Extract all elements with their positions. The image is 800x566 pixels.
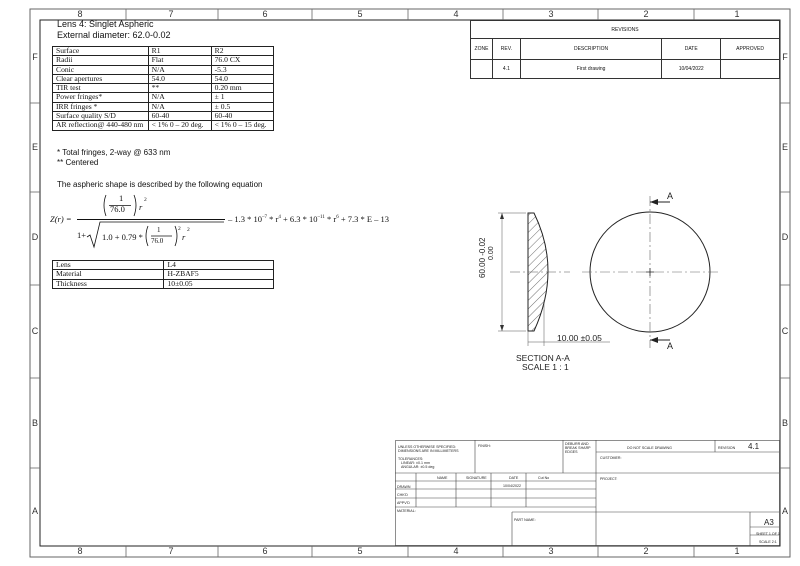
tb-part-name: PART NAME: (514, 518, 536, 522)
spec-cell: Surface quality S/D (53, 112, 149, 121)
spec-cell: 60-40 (211, 112, 273, 121)
spec-cell: AR reflection@ 440-480 nm (53, 121, 149, 130)
zone-left-D: D (31, 232, 39, 242)
tail-term-3: + 7.3 * E – 13 (338, 214, 390, 224)
material-cell: H-ZBAF5 (164, 270, 274, 279)
note-centered: ** Centered (57, 158, 99, 167)
tail-p6: 6 (336, 215, 339, 221)
spec-row (53, 56, 274, 65)
zone-top-3: 3 (548, 9, 554, 19)
material-cell: Material (53, 270, 164, 279)
den-paren-power: 2 (178, 226, 181, 232)
material-cell: Lens (53, 261, 164, 270)
spec-cell: 60-40 (148, 112, 211, 121)
num-one: 1 (119, 193, 124, 203)
spec-cell: 0.20 mm (211, 84, 273, 93)
spec-cell: 54.0 (211, 74, 273, 83)
tb-tolerances: TOLERANCES: (398, 457, 424, 461)
spec-cell: < 1% 0 – 15 deg. (211, 121, 273, 130)
zone-right-A: A (781, 506, 788, 516)
tail-term-1: – 1.3 * 10 (228, 214, 262, 224)
zone-left-F: F (32, 52, 38, 62)
external-diameter: External diameter: 62.0-0.02 (57, 30, 171, 40)
spec-cell: ± 0.5 (211, 102, 273, 111)
num-power: 2 (144, 197, 147, 203)
spec-cell: 54.0 (148, 74, 211, 83)
spec-row (53, 121, 274, 130)
revisions-row (471, 59, 780, 78)
diameter-tolerance-upper: 0.00 (488, 246, 495, 260)
rev-header-rev: REV. (492, 39, 520, 59)
zone-right-D: D (781, 232, 789, 242)
spec-cell: 76.0 CX (211, 56, 273, 65)
tb-do-not-scale: DO NOT SCALE DRAWING (627, 446, 672, 450)
tail-r6: * r (324, 214, 337, 224)
tb-deburr: DEBURR AND (565, 442, 589, 446)
tail-term-2: + 6.3 * 10 (280, 214, 318, 224)
lens-drawing (470, 180, 780, 380)
equation-lhs: Z(r) = (50, 214, 72, 224)
den-one: 1 (157, 226, 161, 234)
spec-cell: Clear apertures (53, 74, 149, 83)
tb-angular: ANGULAR: ±0.5 deg (401, 465, 435, 469)
material-row (53, 279, 274, 288)
spec-header-cell: R1 (148, 47, 211, 56)
rev-cell-zone (471, 59, 493, 78)
spec-cell: Radii (53, 56, 149, 65)
tb-project: PROJECT: (600, 477, 618, 481)
spec-cell: N/A (148, 93, 211, 102)
tb-edges: EDGES (565, 450, 578, 454)
tb-cut-no: Cut No (538, 476, 550, 480)
zone-bottom-3: 3 (548, 546, 554, 556)
tb-chkd: CHK'D (397, 493, 408, 497)
zone-top-6: 6 (262, 9, 268, 19)
spec-cell: -5.3 (211, 65, 273, 74)
note-total-fringes: * Total fringes, 2-way @ 633 nm (57, 148, 171, 157)
tb-appvd: APPV'D (397, 501, 410, 505)
zone-bottom-2: 2 (643, 546, 649, 556)
spec-cell: Conic (53, 65, 149, 74)
cut-label-top: A (667, 191, 674, 201)
zone-top-2: 2 (643, 9, 649, 19)
zone-top-5: 5 (357, 9, 363, 19)
tb-drawn: DRAWN (397, 485, 411, 489)
tb-drawn-date: 10/04/2022 (503, 484, 521, 488)
tb-date: DATE (509, 476, 519, 480)
num-r: r (139, 202, 143, 212)
cut-label-bottom: A (667, 341, 674, 351)
tb-revision-label: REVISION (718, 446, 736, 450)
zone-top-4: 4 (453, 9, 459, 19)
den-lead: 1+ (77, 230, 87, 240)
zone-left-E: E (31, 142, 38, 152)
zone-bottom-7: 7 (168, 546, 174, 556)
tb-linear: LINEAR: ±0.1 mm (401, 461, 430, 465)
scale-label: SCALE 1 : 1 (522, 362, 569, 372)
zone-bottom-4: 4 (453, 546, 459, 556)
rev-cell-date: 10/04/2022 (662, 59, 721, 78)
spec-row (53, 65, 274, 74)
tb-signature: SIGNATURE (466, 476, 487, 480)
rev-header-zone: ZONE (471, 39, 493, 59)
spec-cell: ** (148, 84, 211, 93)
tb-size: A3 (764, 518, 774, 527)
den-r: r (182, 232, 186, 242)
spec-cell: N/A (148, 65, 211, 74)
tb-customer: CUSTOMER: (600, 456, 622, 460)
lens-title: Lens 4: Singlet Aspheric (57, 19, 154, 29)
spec-cell: < 1% 0 – 20 deg. (148, 121, 211, 130)
revisions-title-row (471, 21, 780, 39)
zone-left-B: B (31, 418, 38, 428)
zone-top-8: 8 (77, 9, 83, 19)
material-cell: L4 (164, 261, 274, 270)
spec-header-row (53, 47, 274, 56)
spec-cell: TIR test (53, 84, 149, 93)
tb-unless: UNLESS OTHERWISE SPECIFIED: (398, 445, 457, 449)
tail-r4: * r (267, 214, 279, 224)
tail-p4: 4 (278, 215, 281, 221)
spec-cell: ± 1 (211, 93, 273, 102)
zone-bottom-1: 1 (734, 546, 740, 556)
tb-material: MATERIAL: (397, 509, 416, 513)
title-block-lines (395, 440, 780, 546)
rev-cell-rev: 4.1 (492, 59, 520, 78)
diameter-dimension: 60.00 -0.02 (478, 237, 487, 278)
spec-cell: IRR fringes * (53, 102, 149, 111)
spec-cell: Power fringes* (53, 93, 149, 102)
material-row (53, 261, 274, 270)
zone-bottom-6: 6 (262, 546, 268, 556)
zone-left-A: A (31, 506, 38, 516)
equation-tail (228, 214, 389, 224)
material-row (53, 270, 274, 279)
zone-top-1: 1 (734, 9, 740, 19)
material-table (52, 260, 274, 289)
zone-right-E: E (781, 142, 788, 152)
revisions-title: REVISIONS (471, 21, 780, 39)
thickness-dimension: 10.00 ±0.05 (557, 333, 602, 343)
spec-header-cell: R2 (211, 47, 273, 56)
section-label: SECTION A-A (516, 353, 570, 363)
zone-bottom-8: 8 (77, 546, 83, 556)
tb-scale: SCALE 2:1 (759, 540, 777, 544)
zone-right-B: B (781, 418, 788, 428)
den-inner: 1.0 + 0.79 * (102, 232, 143, 242)
den-r-power: 2 (187, 227, 190, 233)
rev-header-description: DESCRIPTION (520, 39, 661, 59)
zone-right-F: F (782, 52, 788, 62)
den-radius: 76.0 (151, 237, 164, 245)
zone-right-C: C (781, 326, 789, 336)
front-view (582, 196, 718, 348)
tail-exp-2: –11 (317, 215, 325, 221)
spec-row (53, 93, 274, 102)
rev-header-date: DATE (662, 39, 721, 59)
material-cell: 10±0.05 (164, 279, 274, 288)
rev-cell-description: First drawing (520, 59, 661, 78)
tb-revision-value: 4.1 (748, 442, 760, 451)
zone-top-7: 7 (168, 9, 174, 19)
spec-table (52, 46, 274, 131)
tb-sheet: SHEET 1 OF 1 (756, 532, 780, 536)
num-radius: 76.0 (110, 204, 125, 214)
material-cell: Thickness (53, 279, 164, 288)
rev-header-approved: APPROVED (721, 39, 780, 59)
tb-name: NAME (437, 476, 448, 480)
revisions-table (470, 20, 780, 79)
aspheric-equation (50, 192, 390, 252)
zone-left-C: C (31, 326, 39, 336)
spec-cell: Flat (148, 56, 211, 65)
section-view (498, 213, 610, 346)
rev-cell-approved (721, 59, 780, 78)
tb-break: BREAK SHARP (565, 446, 591, 450)
revisions-header-row (471, 39, 780, 59)
spec-header-cell: Surface (53, 47, 149, 56)
tb-finish: FINISH: (478, 444, 491, 448)
tail-exp-1: –7 (262, 215, 267, 221)
spec-cell: N/A (148, 102, 211, 111)
note-equation-intro: The aspheric shape is described by the following equation (57, 180, 263, 189)
zone-bottom-5: 5 (357, 546, 363, 556)
tb-dims: DIMENSIONS ARE IN MILLIMETERS (398, 449, 459, 453)
